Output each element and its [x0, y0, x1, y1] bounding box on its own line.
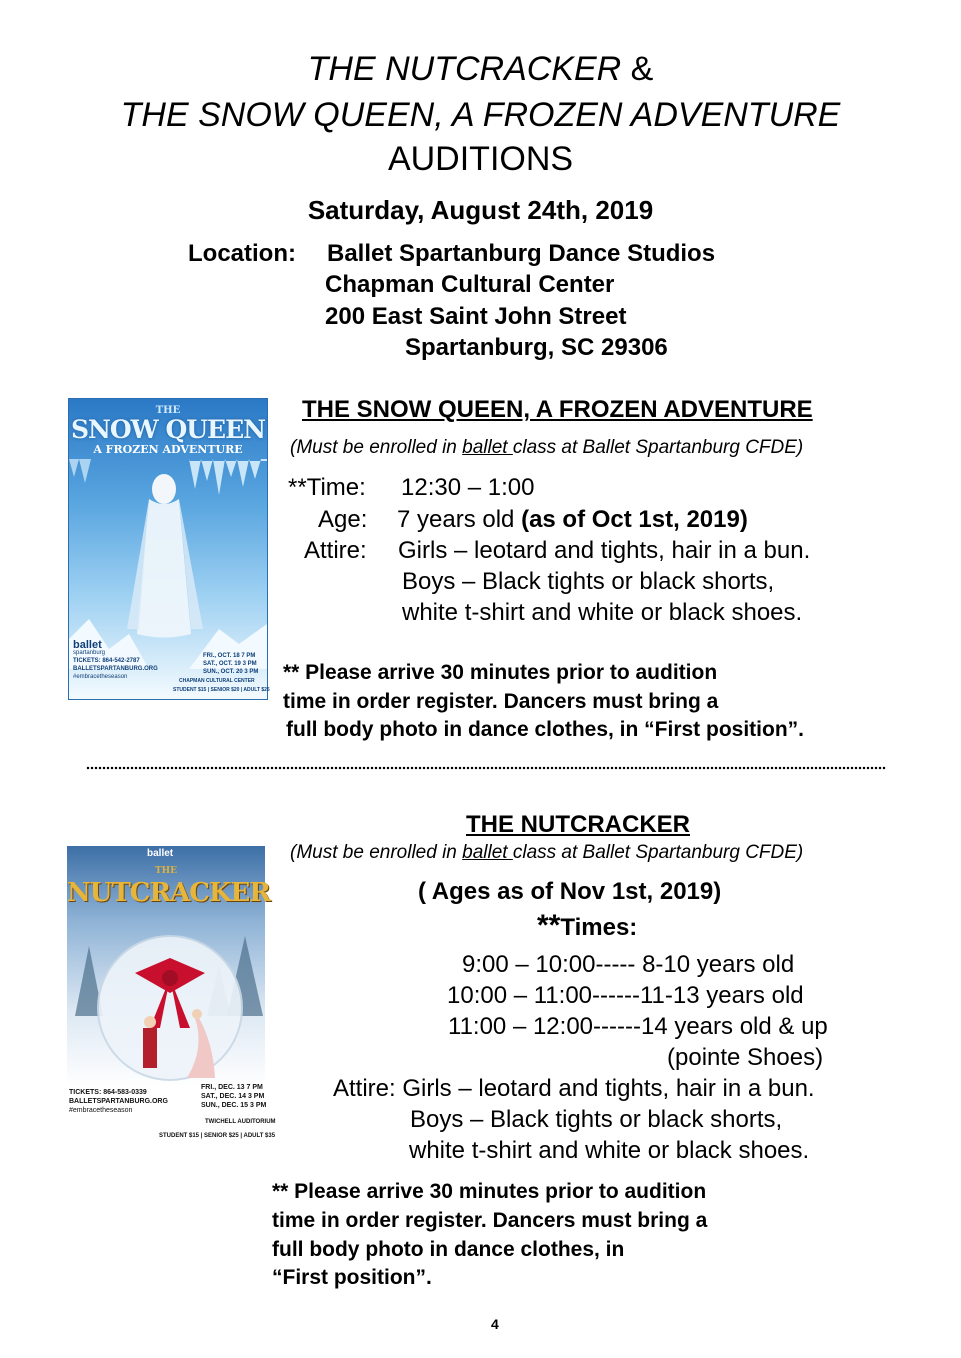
nc-time-3: 11:00 – 12:00------14 years old & up — [448, 1013, 828, 1040]
poster-date-2: SAT., OCT. 19 3 PM — [203, 661, 257, 667]
nc-attire-line-2: Boys – Black tights or black shorts, — [410, 1106, 783, 1133]
location-line-3: 200 East Saint John Street — [325, 303, 627, 330]
sq-age-label: Age: — [318, 506, 368, 533]
poster-title: SNOW QUEEN — [70, 415, 265, 444]
title-nutcracker: THE NUTCRACKER & — [307, 50, 654, 88]
snow-queen-heading: THE SNOW QUEEN, A FROZEN ADVENTURE — [302, 396, 813, 423]
poster-prices: STUDENT $15 | SENIOR $25 | ADULT $35 — [159, 1133, 276, 1139]
nutcracker-heading: THE NUTCRACKER — [466, 811, 690, 838]
sq-time-value: 12:30 – 1:00 — [401, 474, 535, 501]
nc-attire-line-1: Attire: Girls – leotard and tights, hair in a bun. — [333, 1075, 815, 1102]
poster-date-2: SAT., DEC. 14 3 PM — [201, 1093, 265, 1100]
nc-arrive-line-1: ** Please arrive 30 minutes prior to audition — [272, 1180, 707, 1203]
sq-attire-line-2: Boys – Black tights or black shorts, — [402, 568, 775, 595]
poster-date-3: SUN., DEC. 15 3 PM — [201, 1102, 267, 1109]
dotted-divider — [86, 766, 886, 772]
location-label: Location: — [188, 240, 296, 267]
sq-age-value: 7 years old (as of Oct 1st, 2019) — [397, 506, 748, 533]
sq-arrive-line-3: full body photo in dance clothes, in “First position”. — [286, 718, 804, 741]
title-snow-queen: THE SNOW QUEEN, A FROZEN ADVENTURE — [120, 96, 841, 134]
nutcracker-times-label: **Times: — [537, 909, 638, 942]
nc-attire-line-3: white t-shirt and white or black shoes. — [409, 1137, 810, 1164]
sq-attire-label: Attire: — [304, 537, 367, 564]
poster-tickets: TICKETS: 864-583-0339 — [69, 1089, 147, 1096]
sq-time-label: **Time: — [288, 474, 366, 501]
nc-arrive-line-2: time in order register. Dancers must bring a — [272, 1209, 708, 1232]
nutcracker-enroll-note: (Must be enrolled in ballet class at Ballet Spartanburg CFDE) — [290, 842, 804, 863]
nutcracker-ages-note: ( Ages as of Nov 1st, 2019) — [418, 878, 722, 905]
snow-globe-icon — [95, 918, 245, 1088]
poster-tag: #embracetheseason — [73, 674, 128, 680]
sq-attire-line-1: Girls – leotard and tights, hair in a bun. — [398, 537, 811, 564]
poster-subtitle: A FROZEN ADVENTURE — [93, 443, 243, 456]
nc-time-pointe: (pointe Shoes) — [667, 1044, 824, 1071]
poster-brand-sub: spartanburg — [73, 650, 106, 656]
audition-date: Saturday, August 24th, 2019 — [307, 195, 654, 225]
sq-arrive-line-1: ** Please arrive 30 minutes prior to audition — [283, 661, 718, 684]
poster-venue: TWICHELL AUDITORIUM — [205, 1119, 276, 1125]
poster-brand: ballet — [73, 639, 102, 651]
nc-time-1: 9:00 – 10:00----- 8-10 years old — [462, 951, 795, 978]
poster-tag: #embracetheseason — [69, 1107, 133, 1114]
poster-the-label: THE — [155, 405, 181, 416]
poster-the-label: THE — [154, 866, 178, 876]
location-line-1: Ballet Spartanburg Dance Studios — [327, 240, 716, 267]
sq-attire-line-3: white t-shirt and white or black shoes. — [402, 599, 803, 626]
poster-prices: STUDENT $15 | SENIOR $20 | ADULT $25 — [173, 687, 270, 693]
nc-arrive-line-4: “First position”. — [272, 1266, 432, 1289]
poster-title: NUTCRACKER — [67, 878, 270, 908]
nutcracker-poster — [67, 846, 276, 1146]
snow-queen-poster — [68, 398, 268, 700]
page-number: 4 — [491, 1316, 499, 1332]
poster-date-3: SUN., OCT. 20 3 PM — [203, 669, 259, 675]
location-line-2: Chapman Cultural Center — [325, 271, 615, 298]
poster-date-1: FRI., DEC. 13 7 PM — [201, 1084, 263, 1091]
title-auditions: AUDITIONS — [387, 140, 574, 178]
snow-queen-enroll-note: (Must be enrolled in ballet class at Ballet Spartanburg CFDE) — [290, 437, 804, 458]
location-line-4: Spartanburg, SC 29306 — [405, 334, 668, 361]
poster-venue: CHAPMAN CULTURAL CENTER — [179, 678, 255, 684]
poster-tickets: TICKETS: 864-542-2787 — [73, 658, 140, 664]
poster-date-1: FRI., OCT. 18 7 PM — [203, 653, 256, 659]
poster-brand: ballet — [147, 848, 174, 859]
nc-time-2: 10:00 – 11:00------11-13 years old — [447, 982, 804, 1009]
poster-site: BALLETSPARTANBURG.ORG — [73, 666, 158, 672]
poster-site: BALLETSPARTANBURG.ORG — [69, 1098, 168, 1105]
nc-arrive-line-3: full body photo in dance clothes, in — [272, 1238, 625, 1261]
sq-arrive-line-2: time in order register. Dancers must bring a — [283, 690, 719, 713]
